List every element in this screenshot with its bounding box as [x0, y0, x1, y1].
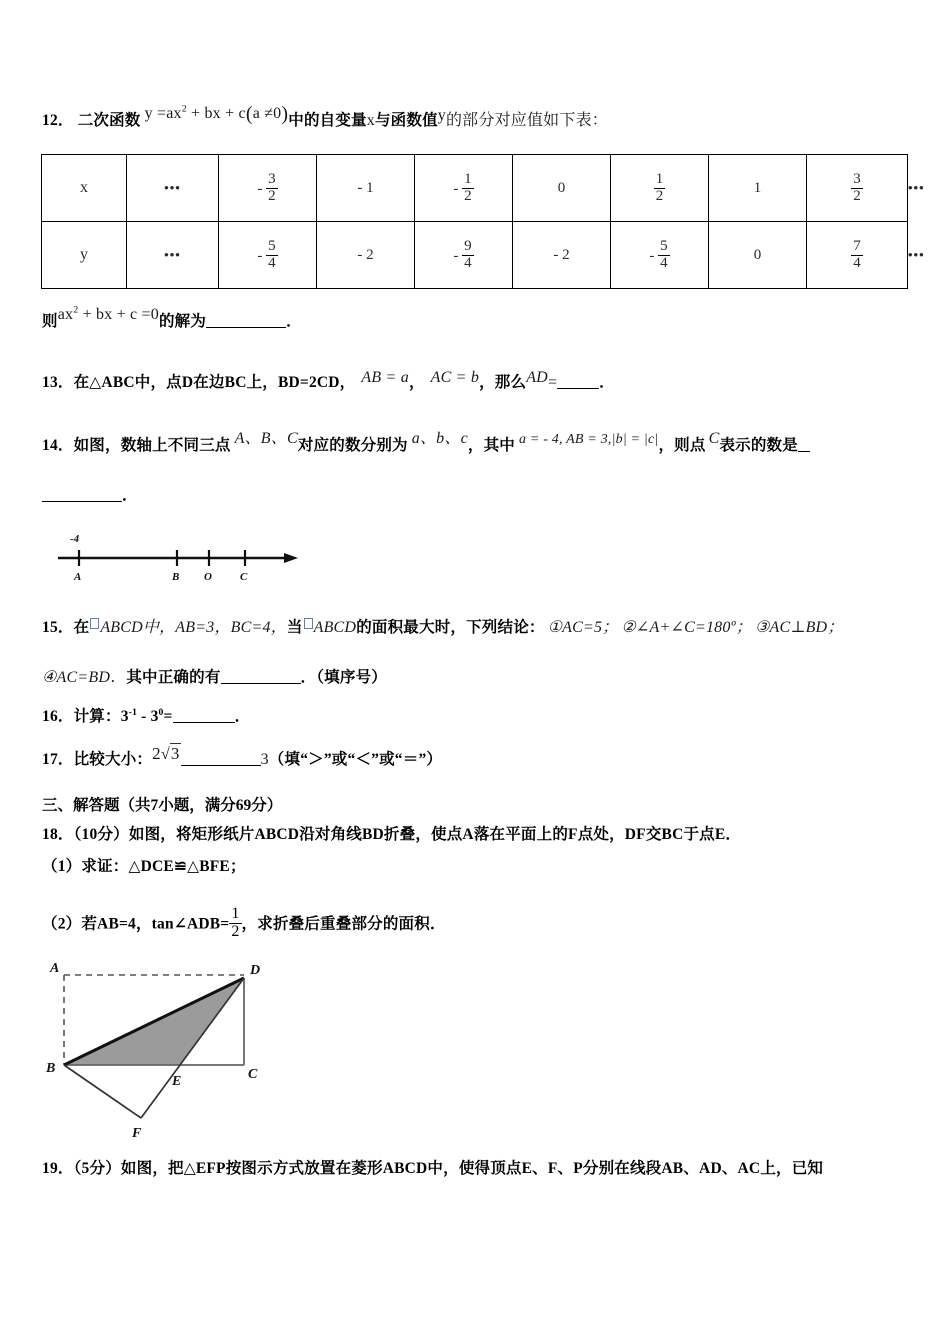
question-18-stem: [42, 823, 741, 846]
cell-x-7: $\frac{3}{2}$: [807, 155, 908, 222]
question-13-equals: =: [547, 374, 558, 391]
parallelogram-symbol-2: [304, 618, 313, 629]
question-18-number: 18．: [42, 826, 74, 843]
question-16-answer-blank[interactable]: [173, 722, 235, 723]
question-15-text-f: 的面积最大时，下列结论：: [356, 619, 545, 636]
question-15-text-a: 在: [73, 619, 90, 636]
question-14-number-line-figure: [46, 524, 306, 586]
cell-y-1: - $\frac{5}{4}$: [219, 222, 317, 289]
question-14-number: 14．: [42, 437, 74, 454]
table-row-y: y ••• - $\frac{5}{4}$ - 2 - $\frac{9}{4}$ - 2 - $\frac{5}{4}$ 0 $\frac{7}{4}$ •••: [42, 222, 908, 289]
table-row-x: x ••• - $\frac{3}{2}$ - 1 - $\frac{1}{2}$ 0 $\frac{1}{2}$ 1 $\frac{3}{2}$ •••: [42, 155, 908, 222]
question-14-answer-blank[interactable]: [42, 501, 122, 502]
figure-label-F: F: [132, 1126, 142, 1141]
question-13-eq-3: AD: [526, 369, 548, 386]
question-12-formula: $y =ax^2$ + bx + c(a ≠0): [144, 103, 289, 125]
question-12-tail-prefix: 则: [42, 313, 58, 330]
question-13-stem: [42, 371, 615, 395]
number-line-value-minus4: -4: [70, 533, 80, 545]
question-15-text-b: ABCD中，: [100, 619, 176, 636]
question-15-conclusion-3: ③AC⊥BD；: [754, 619, 844, 636]
question-14-point-c: C: [708, 430, 720, 447]
question-12-var-y: y: [437, 107, 446, 124]
question-14-comma-2: ，: [658, 437, 675, 454]
question-17-stem: [42, 746, 442, 772]
question-15-conclusion-4: ④AC=BD．: [42, 669, 127, 686]
question-14-condition: a = - 4, AB = 3,|b| = |c|: [518, 432, 659, 447]
question-14-stem: [42, 430, 810, 458]
question-15-stem-line1: [42, 616, 844, 640]
question-14-text-3: 其中: [483, 437, 515, 454]
cell-x-5: $\frac{1}{2}$: [611, 155, 709, 222]
cell-y-7: $\frac{7}{4}$: [807, 222, 908, 289]
question-18-tan-value: $\frac{1}{2}$: [231, 905, 240, 940]
question-14-answer-blank-start[interactable]: [798, 451, 810, 452]
question-12-var-x: x: [366, 112, 375, 129]
question-12-text-after: 的部分对应值如下表：: [445, 112, 608, 129]
question-15-text-e: ABCD: [313, 619, 357, 636]
question-15-text-d2: 当: [286, 619, 303, 636]
question-18-sub1: （1）求证：△DCE≌△BFE；: [42, 858, 246, 875]
question-13-text-2: 那么: [494, 374, 527, 391]
question-13-eq-2: AC = b: [430, 369, 480, 386]
cell-x-2: - 1: [317, 155, 415, 222]
question-16-stem: [42, 705, 250, 728]
question-17-note: （填“＞”或“＜”或“＝”）: [268, 751, 443, 768]
cell-x-0: •••: [127, 155, 219, 222]
question-19-points: （5分）: [73, 1160, 121, 1177]
question-16-expr: $3^{-1} - 3^0=$: [120, 706, 173, 725]
question-17-text: 比较大小：: [73, 751, 153, 768]
parallelogram-symbol-1: [90, 618, 99, 629]
question-15-stem-line2: [42, 666, 387, 690]
question-15-conclusion-1: ①AC=5；: [547, 619, 619, 636]
question-19-stem-text: 如图，把△EFP按图示方式放置在菱形ABCD中，使得顶点E、F、P分别在线段AB、AD、AC上，已知: [120, 1160, 824, 1177]
figure-label-C: C: [248, 1067, 258, 1082]
question-12-tail: [42, 304, 302, 334]
figure-label-B: B: [46, 1061, 56, 1076]
figure-label-E: E: [172, 1074, 182, 1089]
question-14-points: A、B、C: [234, 430, 298, 447]
question-13-end: ．: [599, 374, 615, 391]
question-12-text-before: 二次函数: [77, 112, 141, 129]
cell-y-4: - 2: [513, 222, 611, 289]
question-15-text-c: AB=3，: [175, 619, 231, 636]
question-18-sub2-text-a: （2）若AB=4，tan∠ADB=: [42, 915, 230, 933]
question-19-number: 19．: [42, 1160, 74, 1177]
question-16-end: ．: [234, 708, 251, 725]
question-17-value: 3: [260, 751, 269, 768]
cell-y-5: - $\frac{5}{4}$: [611, 222, 709, 289]
question-12-tail-suffix: 的解为: [158, 313, 207, 330]
figure-label-D: D: [250, 963, 261, 978]
question-15-text-d: BC=4，: [230, 619, 287, 636]
cell-y-2: - 2: [317, 222, 415, 289]
question-19-stem: [42, 1157, 823, 1180]
number-line-label-C: C: [240, 571, 248, 583]
question-18-figure: [36, 952, 286, 1147]
question-15-number: 15．: [42, 619, 74, 636]
question-14-comma: ，: [467, 437, 484, 454]
question-15-text-h: ．（填序号）: [300, 669, 387, 686]
question-15-text-g: 其中正确的有: [126, 669, 221, 686]
question-16-number: 16．: [42, 708, 74, 725]
cell-y-6: 0: [709, 222, 807, 289]
question-18-sub2: [42, 906, 446, 941]
question-18-stem-text: 如图，将矩形纸片ABCD沿对角线BD折叠，使点A落在平面上的F点处，DF交BC于点E．: [128, 826, 742, 843]
section-3-heading: 三、解答题（共7小题，满分69分）: [42, 797, 283, 814]
question-17-number: 17．: [42, 751, 74, 768]
question-13-number: 13．: [42, 374, 74, 391]
question-14-blank-end: ．: [122, 487, 138, 504]
cell-y-3: - $\frac{9}{4}$: [415, 222, 513, 289]
cell-x-3: - $\frac{1}{2}$: [415, 155, 513, 222]
figure-label-A: A: [50, 961, 60, 976]
row-label-x: x: [42, 155, 127, 222]
row-label-y: y: [42, 222, 127, 289]
cell-y-0: •••: [127, 222, 219, 289]
cell-x-4: 0: [513, 155, 611, 222]
question-14-text-1: 如图，数轴上不同三点: [73, 437, 231, 454]
question-17-expression: 2√3: [152, 744, 180, 763]
question-12-table: [41, 154, 925, 289]
question-12-tail-end: ．: [286, 313, 302, 330]
number-line-label-O: O: [204, 571, 212, 583]
question-18-sub2-text-b: ，求折叠后重叠部分的面积．: [241, 915, 446, 933]
question-15-answer-blank[interactable]: [221, 683, 301, 684]
question-14-text-4: 则点: [674, 437, 706, 454]
number-line-label-A: A: [74, 571, 82, 583]
question-12-number: 12．: [42, 112, 74, 129]
question-13-text-1: 在△ABC中，点D在边BC上，BD=2CD，: [73, 374, 356, 391]
question-13-comma-1: ，: [408, 374, 425, 391]
question-12-answer-blank[interactable]: [206, 327, 286, 328]
question-12-stem: [42, 104, 608, 134]
question-14-text-5: 表示的数是: [719, 437, 798, 454]
question-14-blank-line: [42, 484, 138, 507]
question-14-values: a、b、c: [411, 430, 468, 447]
question-15-conclusion-2: ②∠A+∠C=180º；: [621, 619, 752, 636]
number-line-label-B: B: [172, 571, 180, 583]
question-12-text-mid: 中的自变量: [288, 112, 367, 129]
question-18-points: （10分）: [73, 826, 129, 843]
question-14-text-2: 对应的数分别为: [297, 437, 408, 454]
cell-x-6: 1: [709, 155, 807, 222]
question-13-eq-1: AB = a: [361, 369, 409, 386]
question-13-answer-blank[interactable]: [557, 388, 599, 389]
question-16-text: 计算：: [73, 708, 121, 725]
question-12-tail-formula: $ax^2$ + bx + c =0: [57, 304, 159, 323]
question-13-comma-2: ，: [479, 374, 495, 391]
question-12-text-mid2: 与函数值: [374, 112, 438, 129]
question-17-answer-blank[interactable]: [181, 765, 261, 766]
cell-x-1: - $\frac{3}{2}$: [219, 155, 317, 222]
